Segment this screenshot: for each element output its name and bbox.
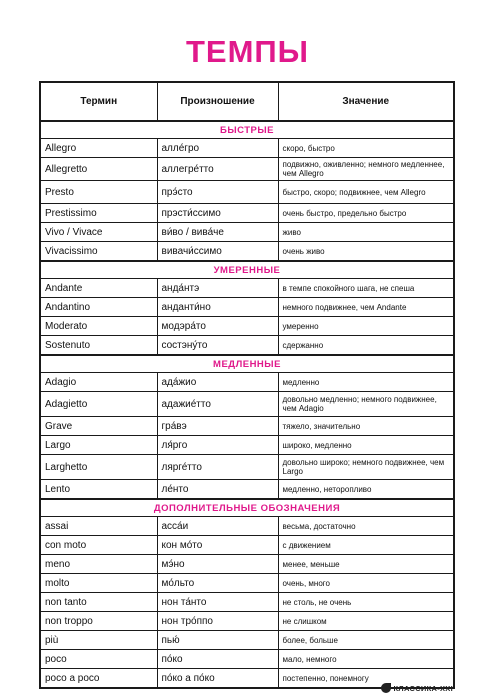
meaning-cell: более, больше — [278, 631, 454, 650]
pronunciation-cell: ви́во / вива́че — [157, 223, 278, 242]
table-row — [40, 242, 454, 262]
table-row — [40, 631, 454, 650]
term-cell: non troppo — [40, 612, 157, 631]
meaning-cell: мало, немного — [278, 650, 454, 669]
meaning-cell: довольно широко; немного подвижнее, чем Largo — [278, 455, 454, 480]
pronunciation-cell: модэра́то — [157, 317, 278, 336]
term-cell: Vivo / Vivace — [40, 223, 157, 242]
meaning-cell: не столь, не очень — [278, 593, 454, 612]
term-cell: non tanto — [40, 593, 157, 612]
pronunciation-cell: асса́и — [157, 517, 278, 536]
pronunciation-cell: кон мо́то — [157, 536, 278, 555]
term-cell: Largo — [40, 436, 157, 455]
meaning-cell: весьма, достаточно — [278, 517, 454, 536]
section-title: БЫСТРЫЕ — [40, 121, 454, 139]
section-header — [40, 355, 454, 373]
pronunciation-cell: прэ́сто — [157, 181, 278, 204]
pronunciation-cell: аллегре́тто — [157, 158, 278, 181]
term-cell: Grave — [40, 417, 157, 436]
meaning-cell: очень, много — [278, 574, 454, 593]
meaning-cell: тяжело, значительно — [278, 417, 454, 436]
section-header — [40, 121, 454, 139]
term-cell: Moderato — [40, 317, 157, 336]
table-row — [40, 158, 454, 181]
pronunciation-cell: гра́вэ — [157, 417, 278, 436]
table-row — [40, 480, 454, 500]
section-title: МЕДЛЕННЫЕ — [40, 355, 454, 373]
meaning-cell: скоро, быстро — [278, 139, 454, 158]
section-title: ДОПОЛНИТЕЛЬНЫЕ ОБОЗНАЧЕНИЯ — [40, 499, 454, 517]
term-cell: meno — [40, 555, 157, 574]
pronunciation-cell: по́ко а по́ко — [157, 669, 278, 689]
table-row — [40, 517, 454, 536]
meaning-cell: живо — [278, 223, 454, 242]
term-cell: Allegretto — [40, 158, 157, 181]
term-cell: Presto — [40, 181, 157, 204]
table-row — [40, 279, 454, 298]
pronunciation-cell: вивачи́ссимо — [157, 242, 278, 262]
meaning-cell: умеренно — [278, 317, 454, 336]
table-row — [40, 336, 454, 356]
meaning-cell: очень живо — [278, 242, 454, 262]
term-cell: Vivacissimo — [40, 242, 157, 262]
meaning-cell: с движением — [278, 536, 454, 555]
term-cell: Adagio — [40, 373, 157, 392]
pronunciation-cell: анданти́но — [157, 298, 278, 317]
term-cell: assai — [40, 517, 157, 536]
term-cell: Prestissimo — [40, 204, 157, 223]
table-row — [40, 455, 454, 480]
table-row — [40, 317, 454, 336]
section-title: УМЕРЕННЫЕ — [40, 261, 454, 279]
section-header — [40, 261, 454, 279]
meaning-cell: в темпе спокойного шага, не спеша — [278, 279, 454, 298]
term-cell: molto — [40, 574, 157, 593]
table-row — [40, 373, 454, 392]
pronunciation-cell: пью́ — [157, 631, 278, 650]
table-row — [40, 204, 454, 223]
pronunciation-cell: прэсти́ссимо — [157, 204, 278, 223]
table-row — [40, 612, 454, 631]
term-cell: poco a poco — [40, 669, 157, 689]
term-cell: Andantino — [40, 298, 157, 317]
table-row — [40, 298, 454, 317]
meaning-cell: менее, меньше — [278, 555, 454, 574]
meaning-cell: медленно — [278, 373, 454, 392]
term-cell: con moto — [40, 536, 157, 555]
table-row — [40, 392, 454, 417]
pronunciation-cell: состэну́то — [157, 336, 278, 356]
table-row — [40, 574, 454, 593]
meaning-cell: довольно медленно; немного подвижнее, чем Adagio — [278, 392, 454, 417]
table-row — [40, 223, 454, 242]
pronunciation-cell: по́ко — [157, 650, 278, 669]
meaning-cell: широко, медленно — [278, 436, 454, 455]
meaning-cell: очень быстро, предельно быстро — [278, 204, 454, 223]
page-title: ТЕМПЫ — [185, 34, 310, 69]
pronunciation-cell: нон та́нто — [157, 593, 278, 612]
term-cell: Andante — [40, 279, 157, 298]
pronunciation-cell: мэ́но — [157, 555, 278, 574]
table-row — [40, 139, 454, 158]
term-cell: Larghetto — [40, 455, 157, 480]
publisher-logo — [381, 683, 453, 693]
pronunciation-cell: анда́нтэ — [157, 279, 278, 298]
pronunciation-cell: ле́нто — [157, 480, 278, 500]
meaning-cell: сдержанно — [278, 336, 454, 356]
meaning-cell: быстро, скоро; подвижнее, чем Allegro — [278, 181, 454, 204]
term-cell: Allegro — [40, 139, 157, 158]
pronunciation-cell: нон тро́ппо — [157, 612, 278, 631]
table-row — [40, 417, 454, 436]
meaning-cell: постепенно, понемногу — [278, 669, 454, 689]
table-row — [40, 650, 454, 669]
table-row — [40, 593, 454, 612]
publisher-logo-icon — [381, 683, 391, 693]
term-cell: Adagietto — [40, 392, 157, 417]
table-header-row — [40, 82, 454, 121]
meaning-cell: не слишком — [278, 612, 454, 631]
meaning-cell: подвижно, оживленно; немного медленнее, чем Allegro — [278, 158, 454, 181]
pronunciation-cell: ля́рго — [157, 436, 278, 455]
publisher-logo-text: КЛАССИКА-XXI — [393, 683, 453, 693]
table-row — [40, 555, 454, 574]
table-row — [40, 436, 454, 455]
pronunciation-cell: мо́льто — [157, 574, 278, 593]
pronunciation-cell: алле́гро — [157, 139, 278, 158]
pronunciation-cell: адажие́тто — [157, 392, 278, 417]
meaning-cell: медленно, неторопливо — [278, 480, 454, 500]
header-meaning: Значение — [278, 82, 454, 121]
table-row — [40, 181, 454, 204]
term-cell: poco — [40, 650, 157, 669]
section-header — [40, 499, 454, 517]
pronunciation-cell: ада́жио — [157, 373, 278, 392]
tempo-table — [39, 81, 455, 689]
term-cell: Lento — [40, 480, 157, 500]
term-cell: più — [40, 631, 157, 650]
header-pronunciation: Произношение — [157, 82, 278, 121]
meaning-cell: немного подвижнее, чем Andante — [278, 298, 454, 317]
header-term: Термин — [40, 82, 157, 121]
term-cell: Sostenuto — [40, 336, 157, 356]
pronunciation-cell: лярге́тто — [157, 455, 278, 480]
table-row — [40, 536, 454, 555]
